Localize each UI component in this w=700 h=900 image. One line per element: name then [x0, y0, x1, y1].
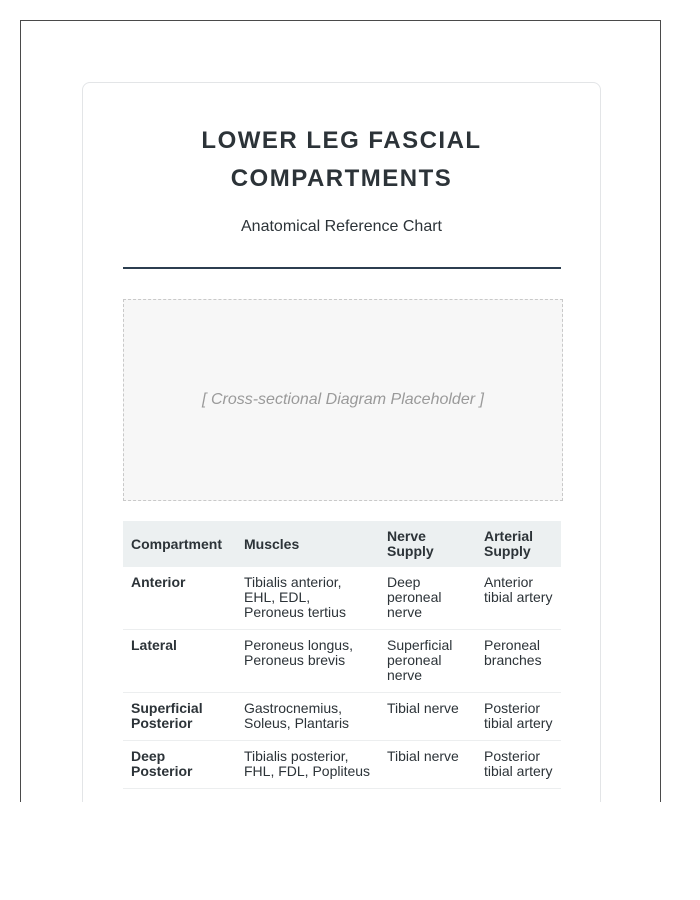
- muscles-cell: Tibialis posterior, FHL, FDL, Popliteus: [236, 741, 379, 789]
- compartment-cell: Anterior: [123, 567, 236, 630]
- artery-cell: Posterior tibial artery: [476, 693, 561, 741]
- table-row: [123, 567, 561, 630]
- compartments-table: [123, 521, 561, 789]
- artery-cell: Anterior tibial artery: [476, 567, 561, 630]
- muscles-cell: Gastrocnemius, Soleus, Plantaris: [236, 693, 379, 741]
- title-divider: [123, 267, 561, 269]
- nerve-cell: Tibial nerve: [379, 693, 476, 741]
- muscles-cell: Peroneus longus, Peroneus brevis: [236, 630, 379, 693]
- artery-cell: Peroneal branches: [476, 630, 561, 693]
- page-title: [83, 122, 600, 198]
- column-header-compartment: Compartment: [123, 521, 236, 567]
- page-frame: [20, 20, 661, 802]
- diagram-placeholder: [123, 299, 563, 501]
- muscles-cell: Tibialis anterior, EHL, EDL, Peroneus tertius: [236, 567, 379, 630]
- reference-card: [82, 82, 601, 802]
- column-header-muscles: Muscles: [236, 521, 379, 567]
- diagram-placeholder-text: [ Cross-sectional Diagram Placeholder ]: [202, 391, 484, 408]
- compartment-cell: Lateral: [123, 630, 236, 693]
- nerve-cell: Deep peroneal nerve: [379, 567, 476, 630]
- title-line-2: COMPARTMENTS: [230, 165, 453, 192]
- page-subtitle: Anatomical Reference Chart: [241, 218, 442, 235]
- artery-cell: Posterior tibial artery: [476, 741, 561, 789]
- table-row: [123, 693, 561, 741]
- table-row: [123, 741, 561, 789]
- column-header-nerve-supply: Nerve Supply: [379, 521, 476, 567]
- nerve-cell: Tibial nerve: [379, 741, 476, 789]
- compartment-cell: Superficial Posterior: [123, 693, 236, 741]
- table-row: [123, 630, 561, 693]
- compartment-cell: Deep Posterior: [123, 741, 236, 789]
- title-line-1: LOWER LEG FASCIAL: [201, 127, 482, 154]
- nerve-cell: Superficial peroneal nerve: [379, 630, 476, 693]
- table-header-row: [123, 521, 561, 567]
- column-header-arterial-supply: Arterial Supply: [476, 521, 561, 567]
